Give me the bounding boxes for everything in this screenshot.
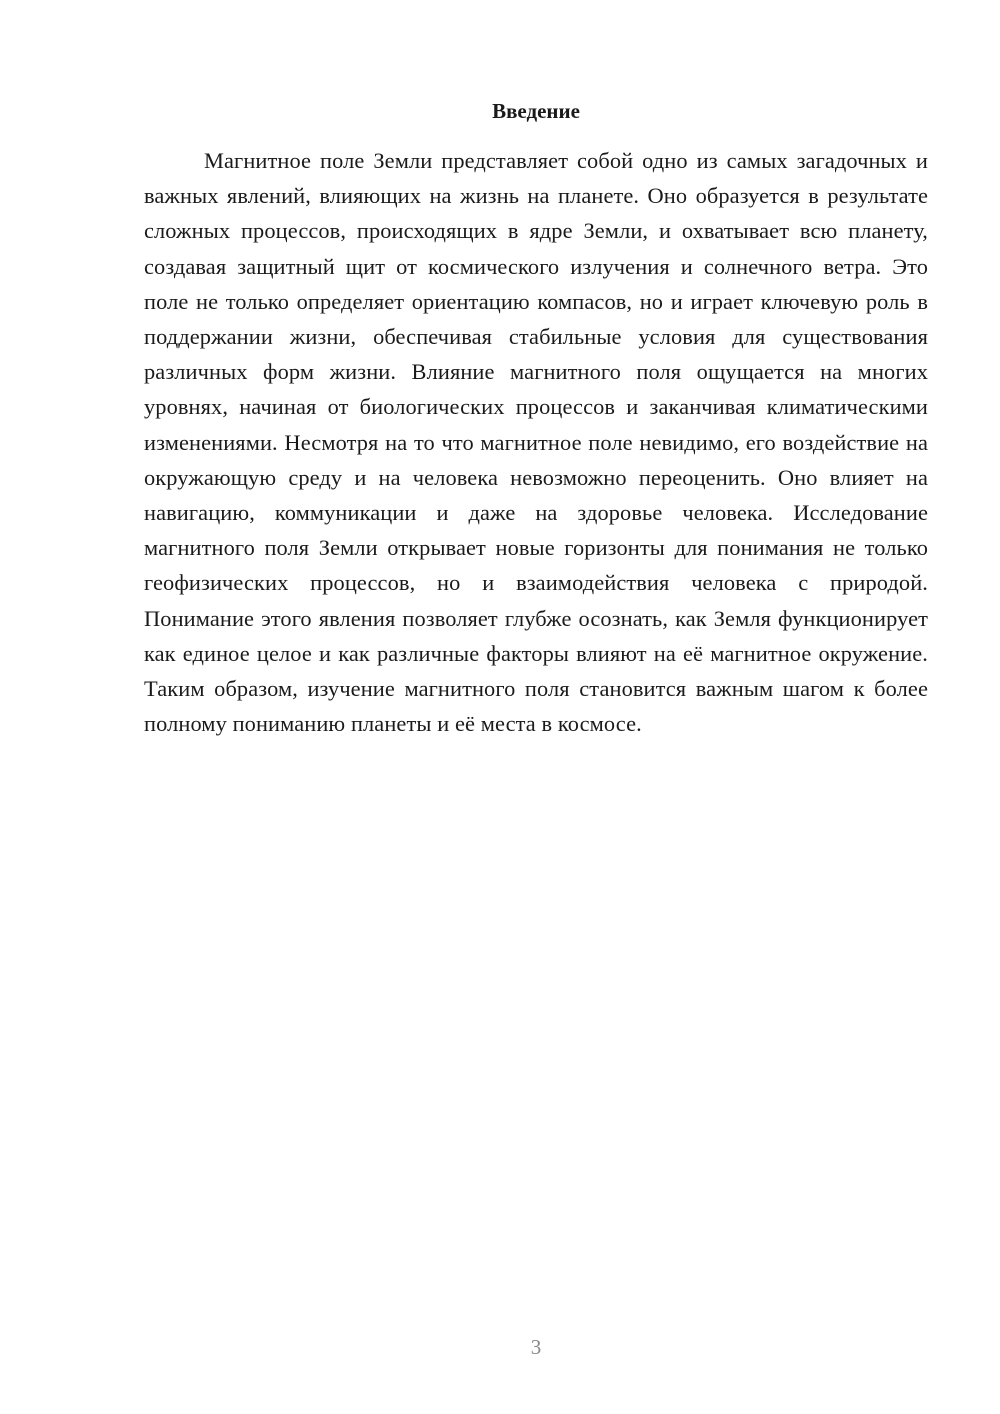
page-number: 3 (530, 1335, 542, 1359)
intro-paragraph: Магнитное поле Земли представляет собой одно из самых загадочных и важных явлений, влияющих на жизнь на планете. Оно образуется в результате сложных процессов, происходящих в ядре Земли, и охватывает всю планету, создавая защитный щит от космического излучения и солнечного ветра. Это поле не только определяет ориентацию компасов, но и играет ключевую роль в поддержании жизни, обеспечивая стабильные условия для существования различных форм жизни. Влияние магнитного поля ощущается на многих уровнях, начиная от биологических процессов и заканчивая климатическими изменениями. Несмотря на то что магнитное поле невидимо, его воздействие на окружающую среду и на человека невозможно переоценить. Оно влияет на навигацию, коммуникации и даже на здоровье человека. Исследование магнитного поля Земли открывает новые горизонты для понимания не только геофизических процессов, но и взаимодействия человека с природой. Понимание этого явления позволяет глубже осознать, как Земля функционирует как единое целое и как различные факторы влияют на её магнитное окружение. Таким образом, изучение магнитного поля становится важным шагом к более полному пониманию планеты и её места в космосе. (144, 148, 928, 737)
section-heading: Введение (492, 99, 580, 123)
